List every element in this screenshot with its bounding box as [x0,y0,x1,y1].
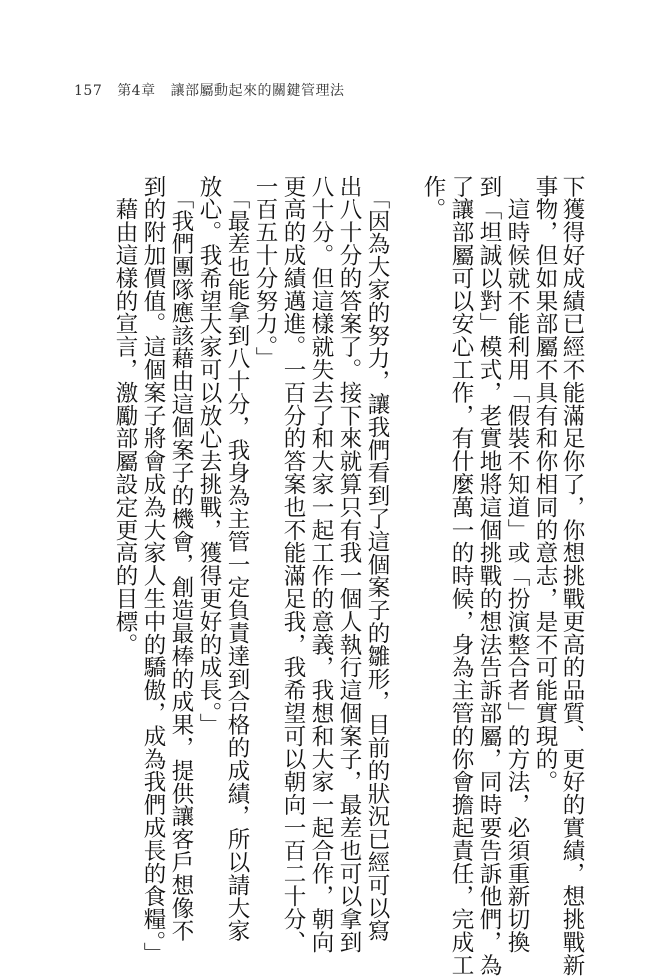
text-column-8: 「因為大家的努力，讓我們看到了這個案子的雛形，目前的狀況已經可以寫 [364,175,390,943]
text-column-10: 八十分。但這樣就失去了和大家一起工作的意義，我想和大家一起合作，朝向 [308,175,334,954]
text-column-2: 事物，但如果部屬不具有和你相同的意志，是不可能實現的。 [532,175,558,794]
text-column-16: 到的附加價值。這個案子將會成為大家人生中的驕傲，成為我們成長的食糧。」 [140,175,166,966]
text-column-3: 這時候就不能利用「假裝不知道」或「扮演整合者」的方法，必須重新切換 [504,175,530,954]
text-column-12: 一百五十分努力。」 [252,175,278,370]
running-header [74,80,355,100]
text-column-13: 「最差也能拿到八十分，我身為主管一定負責達到合格的成績，所以請大家 [224,175,250,943]
text-column-15: 「我們團隊應該藉由這個案子的機會，創造最棒的成果，提供讓客戶想像不 [168,175,194,943]
text-column-4: 到「坦誠以對」模式，老實地將這個挑戰的想法告訴部屬，同時要告訴他們，為 [476,175,502,977]
text-column-14: 放心。我希望大家可以放心去挑戰，獲得更好的成長。」 [196,175,222,737]
text-column-9: 出八十分的答案了。接下來就算只有我一個人執行這個案子，最差也可以拿到 [336,175,362,954]
text-column-6: 作。 [420,175,446,221]
chapter-label: 第4章 [117,83,156,99]
text-column-11: 更高的成績邁進。一百分的答案也不能滿足我，我希望可以朝向一百二十分、 [280,175,306,954]
chapter-title: 讓部屬動起來的關鍵管理法 [170,83,345,99]
text-column-1: 下獲得好成績已經不能滿足你了，你想挑戰更高的品質、更好的實績，想挑戰新 [559,175,585,977]
page-number: 157 [74,83,103,99]
text-column-17: 藉由這樣的宣言，激勵部屬設定更高的目標。 [112,175,138,656]
text-column-5: 了讓部屬可以安心工作，有什麼萬一的時候，身為主管的你會擔起責任，完成工 [448,175,474,977]
